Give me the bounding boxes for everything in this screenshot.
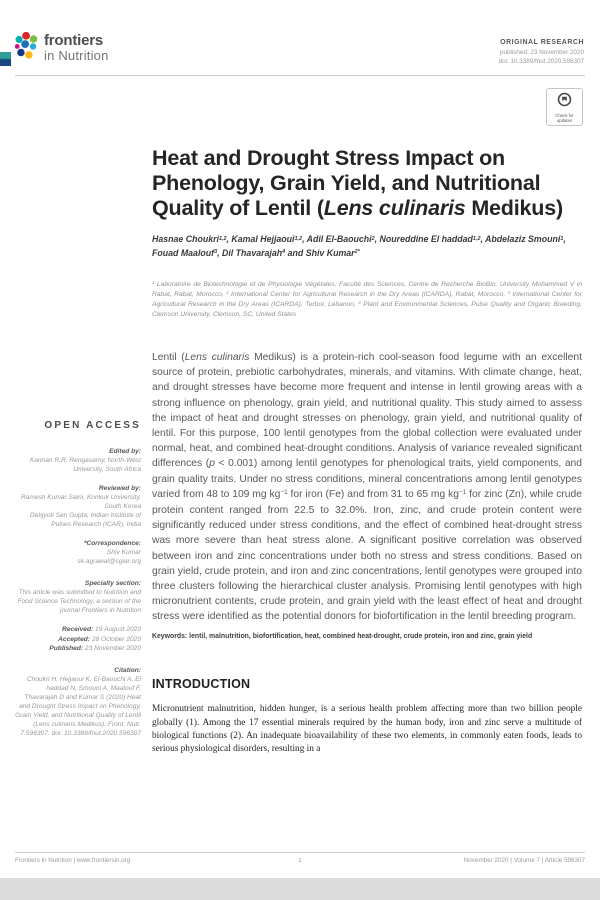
published-date: Published: 23 November 2020 [49,645,141,652]
reviewed-by-block [15,484,141,529]
frontiers-logo-icon [13,30,41,67]
citation-block [15,666,141,738]
specialty-section-value: This article was submitted to Nutrition and Food Science Technology, a section of the journal Frontiers in Nutrition [17,589,141,614]
check-for-updates-label: Check for updates [555,113,574,124]
specialty-section-block [15,579,141,615]
correspondence-block [15,539,141,566]
author: , Dil Thavarajah$^4$ [217,247,286,258]
journal-logo [44,33,109,62]
author: , Noureddine El haddad$^{1,2}$ [374,234,481,244]
article-dates-block [15,625,141,654]
journal-logo-line2: in Nutrition [44,47,109,63]
footer-journal-url[interactable]: Frontiers in Nutrition | www.frontiersin.org [15,857,131,864]
author: , Kamal Hejjaoui$^{1,2}$ [226,234,303,244]
received-date: Received: 19 August 2020 [62,626,141,633]
author: , Adil El-Baouchi$^2$ [302,234,375,244]
reviewer-2: Debjyoti Sen Gupta, Indian Institute of Pulses Research (ICAR), India [29,512,141,528]
accepted-date: Accepted: 28 October 2020 [58,635,141,643]
author: , Abdelaziz Smouni$^1$ [480,234,564,244]
doi-line[interactable]: doi: 10.3389/fnut.2020.596307 [498,58,584,66]
correspondence-email-link[interactable]: sk.agrawal@cgiar.org [77,558,141,565]
page-corner-tab [0,52,11,66]
author: Hasnae Choukri$^{1,2}$ [152,234,227,244]
open-access-label: OPEN ACCESS [44,420,141,431]
correspondence-label: *Correspondence: [83,540,141,547]
citation-ref-2[interactable]: 2 [233,730,238,741]
correspondence-name: Shiv Kumar [106,549,141,556]
citation-ref-1[interactable]: 1 [189,717,194,728]
edited-by-block [15,447,141,474]
page-footer [0,857,600,869]
introduction-paragraph: Micronutrient malnutrition, hidden hunger, is a serious health problem affecting more than two billion people globally (1). Among the 17 essential minerals required by the human body, iron and zinc serve a multitude of biological functions (2). An inadequate bioavailability of these two elements, in commonly eaten foods, leads to serious physiological disorders, resulting in a [152,704,582,755]
affiliations: $^1$ Laboratoire de Biotechnologie et de Physiologie Végétales, Faculté des Sciences, Centre de Recherche BioBio, University Mohammed V in Rabat, Rabat, Morocco, $^2$ International Center for Agricultural Research in the Dry Areas (ICARDA), Rabat, Morocco, $^3$ International Center for Agricultural Research in the Dry Areas (ICARDA), Terbol, Lebanon, $^4$ Plant and Environmental Sciences, Pulse Quality and Organic Breeding, Clemson University, Clemson, SC, United States [152,280,583,318]
edited-by-label: Edited by: [109,448,141,455]
article-title: Heat and Drought Stress Impact on Phenology, Grain Yield, and Nutritional Quality of Lentil (Lens culinaris Medikus) [152,146,563,220]
reviewed-by-label: Reviewed by: [98,485,141,492]
keywords-label: Keywords: [152,632,188,640]
abstract-text: Lentil (Lens culinaris Medikus) is a protein-rich cool-season food legume with an excellent source of protein, prebiotic carbohydrates, minerals, and vitamins. With climate change, heat, and drought stresses have become more frequent and intense in lentil growing areas with a strong influence on phenology, grain yield, and nutritional quality. This study aimed to assess the impact of heat and drought stresses on phenology, grain yield, and nutritional quality of lentil. For this purpose, 100 lentil genotypes from the global collection were evaluated under normal, heat, and combined heat-drought conditions. Analysis of variance revealed significant differences (p < 0.001) among lentil genotypes for phenological traits, yield components, and grain quality traits. Under no stress conditions, mineral concentrations among lentil genotypes varied from 48 to 109 mg $kg^{-1}$ for iron (Fe) and from 31 to 65 mg $kg^{-1}$ for zinc (Zn), while crude protein content ranged from 22.5 to 32.0%. Iron, zinc, and crude protein content were significantly reduced under stress conditions, and the effect of combined heat-drought stress was more severe than heat stress alone. A significant positive correlation was observed between iron and zinc concentrations under both no stress and stress conditions. Based on grain yield, crude protein, and iron and zinc concentrations, lentil genotypes were grouped into three clusters following the hierarchical cluster analysis. Promising lentil genotypes with high micronutrient contents, crude protein, and grain yield with the least effect of heat and drought stress were identified as the potential donors for biofortification in the lentil breeding program. [152,352,582,623]
citation-label: Citation: [114,666,141,674]
footer-divider [15,852,585,853]
page-number: 1 [298,857,302,864]
keywords-line: Keywords: lentil, malnutrition, biofortification, heat, combined heat-drought, crude protein, iron and zinc, grain yield [152,632,533,640]
article-info-sidebar [15,420,141,748]
citation-value: Choukri H, Hejjaoui K, El-Baouchi A, El haddad N, Smouni A, Maalouf F, Thavarajah D and Kumar S (2020) Heat and Drought Stress Impact on Phenology, Grain Yield, and Nutritional Quality of Lentil (Lens culinaris Medikus). Front. Nutr. 7:596307. doi: 10.3389/fnut.2020.596307 [15,675,141,737]
published-date-line: published: 23 November 2020 [499,49,584,57]
edited-by-value: Kannan R.R. Rengasamy, North-West University, South Africa [29,457,141,473]
article-type-label: ORIGINAL RESEARCH [500,39,584,46]
author: , Fouad Maalouf$^3$ [152,234,566,258]
journal-logo-line1: frontiers [44,32,104,49]
specialty-section-label: Specialty section: [84,580,141,587]
footer-issue-info: November 2020 | Volume 7 | Article 596307 [463,857,585,864]
main-column [152,0,582,757]
page-edge [0,878,600,900]
reviewer-1: Ramesh Kumar Saini, Konkuk University, South Korea [20,494,141,510]
author: and Shiv Kumar$^{2*}$ [285,247,360,258]
introduction-heading: INTRODUCTION [152,677,251,692]
author-list [152,234,582,261]
